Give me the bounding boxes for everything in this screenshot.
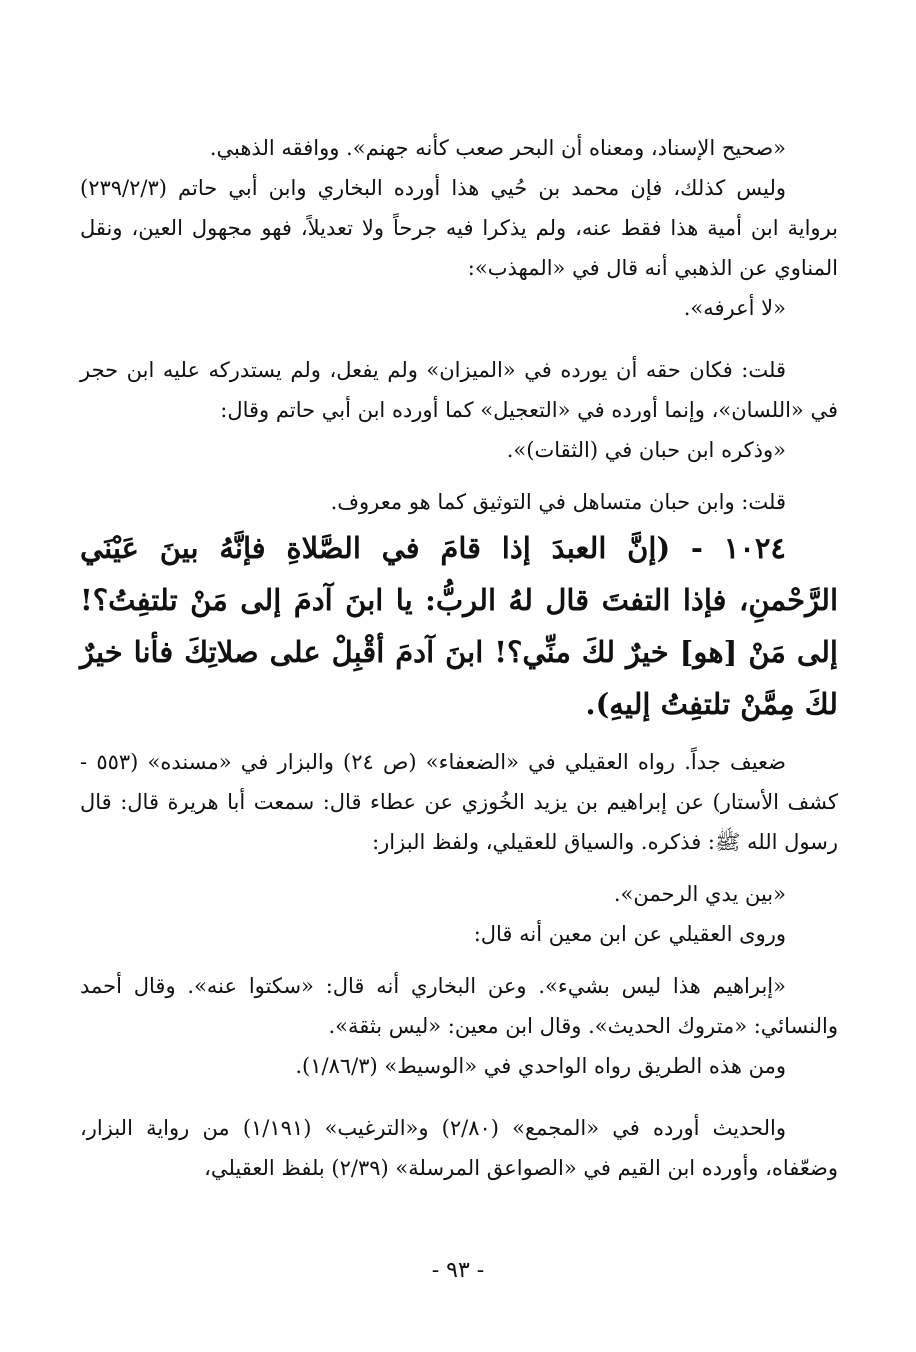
paragraph-qultu-mizan: قلت: فكان حقه أن يورده في «الميزان» ولم يفعل، ولم يستدركه عليه ابن حجر في «اللسان»، وإنما أورده في «التعجيل» كما أورده ابن أبي حاتم وقال: — [80, 358, 838, 422]
paragraph-qultu-tasahul: قلت: وابن حبان متساهل في التوثيق كما هو معروف. — [330, 490, 786, 514]
hadith-text-1024: ١٠٢٤ - (إنَّ العبدَ إذا قامَ في الصَّلاةِ فإنَّهُ بينَ عَيْنَي الرَّحْمنِ، فإذا التفتَ قال لهُ الربُّ: يا ابنَ آدمَ إلى مَنْ تلتفِتُ؟! إلى مَنْ [هو] خيرٌ لكَ منِّي؟! ابنَ آدمَ أقْبِلْ على صلاتِكَ فأنا خيرٌ لكَ مِمَّنْ تلتفِتُ إليهِ). — [80, 531, 838, 721]
paragraph-daif-jiddan: ضعيف جداً. رواه العقيلي في «الضعفاء» (ص ٢٤) والبزار في «مسنده» (٥٥٣ - كشف الأستار) عن إبراهيم بن يزيد الخُوزي عن عطاء قال: سمعت أبا هريرة قال: قال رسول الله ﷺ: فذكره. والسياق للعقيلي، ولفظ البزار: — [80, 750, 838, 854]
page-body — [80, 128, 838, 1188]
paragraph-la-arifuhu: «لا أعرفه». — [683, 296, 786, 320]
paragraph-quote-isnad: «صحيح الإسناد، ومعناه أن البحر صعب كأنه جهنم». ووافقه الذهبي. — [209, 136, 786, 160]
paragraph-muhammad-bin-huyay: وليس كذلك، فإن محمد بن حُيي هذا أورده البخاري وابن أبي حاتم (٢٣٩/٢/٣) برواية ابن أمية هذا فقط عنه، ولم يذكرا فيه جرحاً ولا تعديلاً، فهو مجهول العين، ونقل المناوي عن الذهبي أنه قال في «المهذب»: — [80, 176, 838, 280]
paragraph-majma-targhib: والحديث أورده في «المجمع» (٢/٨٠) و«الترغيب» (١/١٩١) من رواية البزار، وضعّفاه، وأورده ابن القيم في «الصواعق المرسلة» (٢/٣٩) بلفظ العقيلي، — [80, 1116, 838, 1180]
paragraph-ibn-main: وروى العقيلي عن ابن معين أنه قال: — [473, 922, 786, 946]
paragraph-ibrahim-laysa: «إبراهيم هذا ليس بشيء». وعن البخاري أنه قال: «سكتوا عنه». وقال أحمد والنسائي: «متروك الحديث». وقال ابن معين: «ليس بثقة». — [80, 974, 838, 1038]
paragraph-wahidi-wasit: ومن هذه الطريق رواه الواحدي في «الوسيط» (١/٨٦/٣). — [295, 1054, 786, 1078]
page-number: - ٩٣ - — [431, 1258, 485, 1283]
paragraph-ibn-hibban-thiqat: «وذكره ابن حبان في (الثقات)». — [506, 438, 786, 462]
paragraph-bayna-yaday: «بين يدي الرحمن». — [613, 882, 786, 906]
